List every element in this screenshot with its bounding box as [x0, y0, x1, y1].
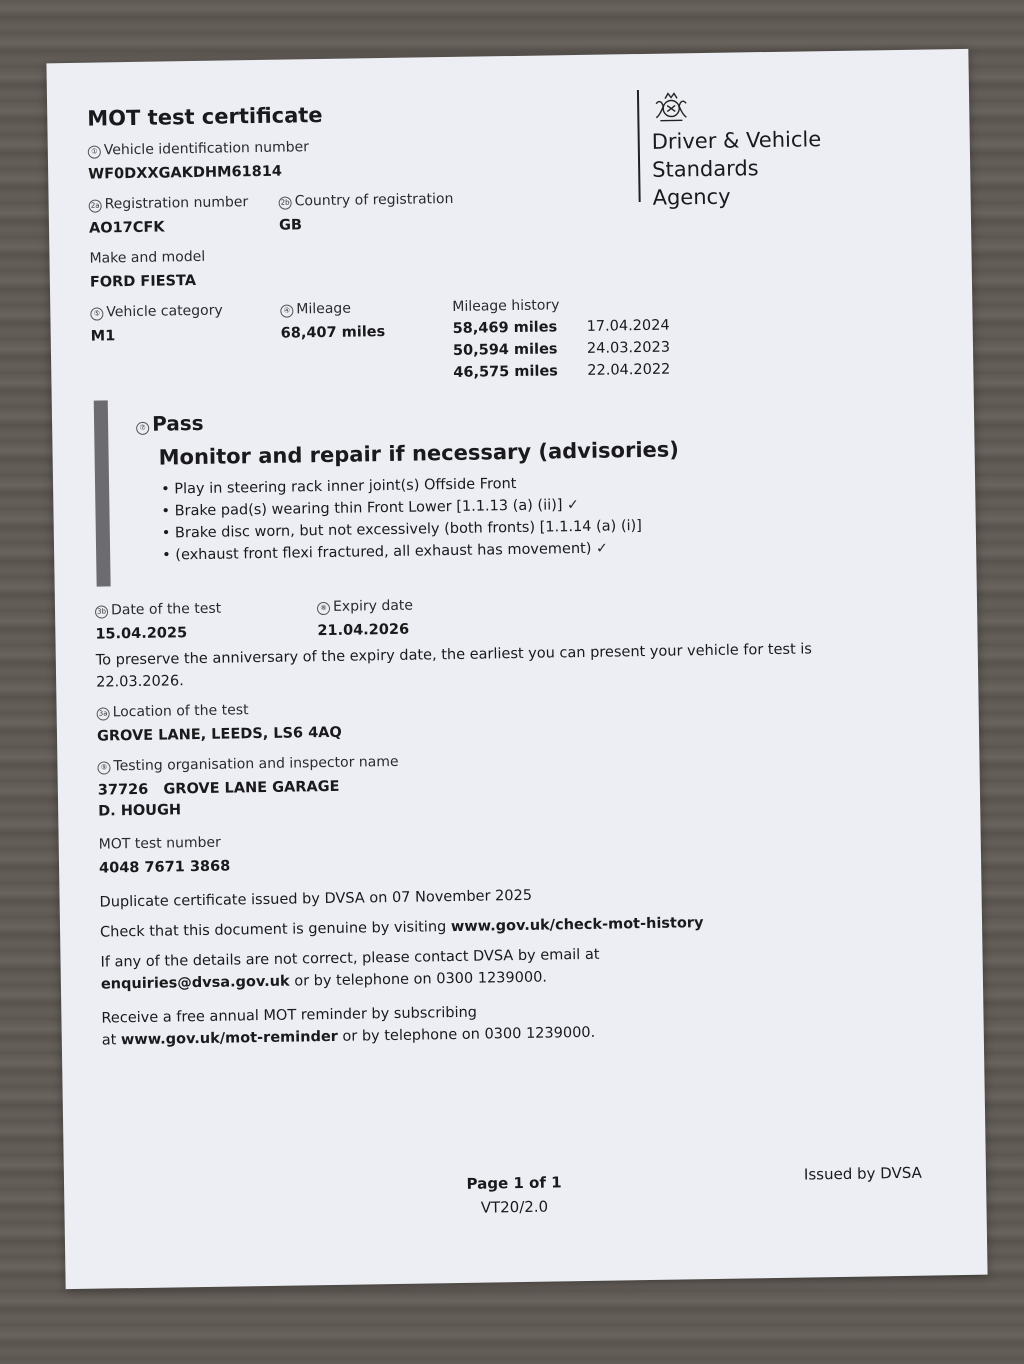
marker-icon: 3b	[95, 605, 108, 618]
marker-icon: ④	[280, 304, 293, 317]
country-label: Country of registration	[294, 190, 454, 210]
agency-line-3: Agency	[652, 184, 731, 210]
vin-value: WF0DXXGAKDHM61814	[88, 163, 283, 183]
advisory-text: Brake disc worn, but not excessively (both fronts) [1.1.14 (a) (i)]	[174, 518, 643, 542]
history-miles-0: 58,469 miles	[452, 319, 558, 337]
test-number-label: MOT test number	[98, 834, 221, 853]
location-label: Location of the test	[112, 702, 249, 721]
history-label: Mileage history	[452, 297, 560, 315]
date-value: 15.04.2025	[95, 625, 188, 643]
category-label: Vehicle category	[106, 302, 223, 321]
reminder-prefix: at	[101, 1032, 122, 1049]
country-value: GB	[278, 217, 303, 234]
marker-icon: ⑦	[136, 422, 149, 435]
make-value: FORD FIESTA	[89, 272, 197, 291]
location-label-row	[97, 702, 249, 720]
reminder-suffix: or by telephone on 0300 1239000.	[337, 1024, 596, 1045]
marker-icon: ①	[88, 145, 101, 158]
category-label-row	[90, 303, 223, 321]
history-date-0: 17.04.2024	[586, 317, 670, 335]
agency-line-1: Driver & Vehicle	[651, 127, 822, 154]
history-date-1: 24.03.2023	[586, 339, 671, 357]
page-title: MOT test certificate	[87, 102, 323, 131]
category-value: M1	[90, 328, 116, 345]
country-label-row	[279, 191, 454, 210]
org-value-1: 37726 GROVE LANE GARAGE	[97, 778, 340, 799]
make-label: Make and model	[89, 248, 206, 267]
org-value-2: D. HOUGH	[98, 802, 182, 820]
marker-icon: 2a	[89, 199, 102, 212]
mileage-label-row	[280, 301, 351, 318]
marker-icon: ⑨	[97, 761, 110, 774]
marker-icon: 3a	[97, 707, 110, 720]
contact-suffix: or by telephone on 0300 1239000.	[289, 969, 548, 990]
check-note	[100, 915, 704, 940]
advisories-title: Monitor and repair if necessary (advisories)	[158, 437, 680, 470]
advisory-text: (exhaust front flexi fractured, all exhaust has movement)	[175, 540, 592, 564]
form-code: VT20/2.0	[480, 1197, 549, 1217]
agency-line-2: Standards	[651, 156, 759, 182]
issued-by: Issued by DVSA	[803, 1163, 922, 1184]
advisory-item: • Play in steering rack inner joint(s) Offside Front	[161, 475, 517, 498]
check-prefix: Check that this document is genuine by visiting	[99, 919, 452, 941]
org-label: Testing organisation and inspector name	[113, 753, 399, 775]
org-label-row	[97, 754, 398, 775]
advisory-text: Brake pad(s) wearing thin Front Lower [1.1.13 (a) (ii)]	[174, 497, 563, 520]
date-label-row	[95, 601, 221, 619]
check-mot-link[interactable]: www.gov.uk/check-mot-history	[450, 915, 704, 936]
result-status-row	[136, 411, 204, 436]
expiry-label-row	[317, 598, 413, 616]
advisory-item: • Brake pad(s) wearing thin Front Lower [1.1.13 (a) (ii)] ✓	[161, 497, 579, 520]
tick-mark: ✓	[566, 497, 579, 514]
result-status: Pass	[151, 410, 204, 436]
expiry-value: 21.04.2026	[317, 621, 410, 640]
certificate-page	[46, 49, 987, 1289]
marker-icon: ⑧	[317, 602, 330, 615]
test-number-value: 4048 7671 3868	[98, 858, 231, 877]
mot-reminder-link[interactable]: www.gov.uk/mot-reminder	[120, 1028, 338, 1049]
history-miles-1: 50,594 miles	[452, 341, 558, 359]
vin-label: Vehicle identification number	[103, 139, 310, 159]
agency-name	[652, 125, 823, 212]
royal-crest-icon	[651, 89, 692, 124]
logo-divider	[637, 90, 641, 202]
anniversary-line-1: To preserve the anniversary of the expiry date, the earliest you can present your vehicle for test is	[95, 641, 813, 669]
page-number: Page 1 of 1	[466, 1173, 562, 1193]
contact-line-2	[101, 970, 547, 993]
contact-line-1: If any of the details are not correct, please contact DVSA by email at	[100, 946, 600, 971]
date-label: Date of the test	[110, 600, 222, 619]
history-date-2: 22.04.2022	[587, 361, 671, 379]
mileage-value: 68,407 miles	[280, 324, 386, 342]
reg-label-row	[89, 194, 249, 213]
vin-label-row	[88, 139, 309, 158]
reg-value: AO17CFK	[88, 219, 165, 237]
reminder-line-1: Receive a free annual MOT reminder by subscribing	[101, 1004, 478, 1027]
advisory-item: • (exhaust front flexi fractured, all exhaust has movement) ✓	[162, 540, 608, 564]
marker-icon: 2b	[279, 196, 292, 209]
contact-email-link[interactable]: enquiries@dvsa.gov.uk	[100, 973, 290, 993]
location-value: GROVE LANE, LEEDS, LS6 4AQ	[96, 724, 342, 745]
reg-label: Registration number	[104, 194, 249, 213]
marker-icon: ⑤	[90, 307, 103, 320]
duplicate-note: Duplicate certificate issued by DVSA on 07 November 2025	[99, 887, 533, 911]
tick-mark: ✓	[595, 540, 608, 557]
advisory-item: • Brake disc worn, but not excessively (both fronts) [1.1.14 (a) (i)]	[161, 518, 643, 542]
history-miles-2: 46,575 miles	[453, 363, 558, 381]
mileage-label: Mileage	[296, 300, 352, 318]
anniversary-line-2: 22.03.2026.	[96, 673, 184, 691]
reminder-line-2	[102, 1025, 596, 1049]
result-bar	[94, 400, 111, 586]
expiry-label: Expiry date	[332, 597, 414, 615]
advisory-text: Play in steering rack inner joint(s) Offside Front	[174, 475, 517, 498]
